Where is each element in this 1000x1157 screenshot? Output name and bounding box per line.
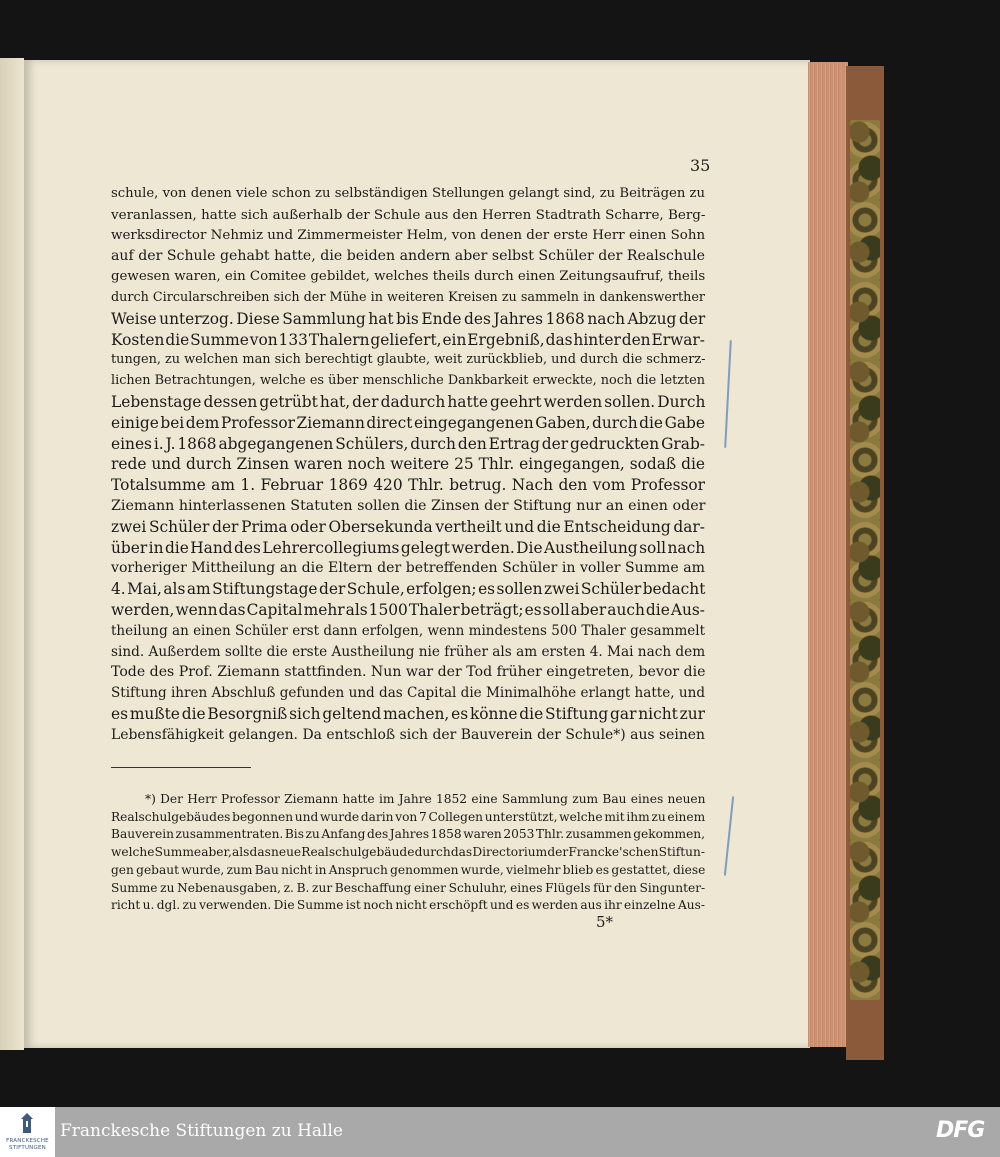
text-line: über in die Hand des Lehrercollegiums gelegt werden. Die Austheilung soll nach	[111, 538, 706, 557]
marbled-cover	[850, 120, 880, 1000]
signature-mark: 5*	[596, 913, 614, 931]
body-text	[111, 184, 705, 746]
text-line: tungen, zu welchen man sich berechtigt glaubte, weit zurückblieb, und durch die schmerz-	[111, 352, 706, 368]
text-line: Ziemann hinterlassenen Statuten sollen die Zinsen der Stiftung nur an einen oder	[111, 497, 706, 514]
text-line: werden, wenn das Capital mehr als 1500 Thaler beträgt; es soll aber auch die Aus-	[111, 600, 705, 619]
text-line: schule, von denen viele schon zu selbständigen Stellungen gelangt sind, zu Beiträgen zu	[111, 186, 705, 201]
text-line: rede und durch Zinsen waren noch weitere 25 Thlr. eingegangen, sodaß die	[111, 455, 705, 474]
text-line: Totalsumme am 1. Februar 1869 420 Thlr. betrug. Nach den vom Professor	[111, 476, 705, 495]
text-line: veranlassen, hatte sich außerhalb der Schule aus den Herren Stadtrath Scharre, Berg-	[111, 206, 706, 223]
text-line: Tode des Prof. Ziemann stattfinden. Nun war der Tod früher eingetreten, bevor die	[111, 664, 706, 681]
page-edges	[808, 62, 848, 1047]
text-line: Kosten die Summe von 133 Thalern geliefert, ein Ergebniß, das hinter den Erwar-	[111, 330, 705, 349]
footnote-line: richt u. dgl. zu verwenden. Die Summe ist noch nicht erschöpft und es werden aus ihr einzelne Aus-	[111, 898, 705, 913]
footnote-line: Realschulgebäudes begonnen und wurde darin von 7 Collegen unterstützt, welche mit ihm zu einem	[111, 809, 706, 824]
text-line: Lebenstage dessen getrübt hat, der dadurch hatte geehrt werden sollen. Durch	[111, 392, 706, 411]
logo-text: FRANCKESCHE STIFTUNGEN	[6, 1138, 49, 1151]
text-line: durch Circularschreiben sich der Mühe in weiteren Kreisen zu sammeln in dankenswerther	[111, 289, 705, 305]
text-line: sind. Außerdem sollte die erste Austheilung nie früher als am ersten 4. Mai nach dem	[111, 643, 706, 660]
logo[interactable]	[0, 1107, 55, 1157]
footnote-line: *) Der Herr Professor Ziemann hatte im Jahre 1852 eine Sammlung zum Bau eines neuen	[145, 792, 706, 806]
text-line: eines i. J. 1868 abgegangenen Schülers, durch den Ertrag der gedruckten Grab-	[111, 434, 705, 453]
text-line: auf der Schule gehabt hatte, die beiden andern aber selbst Schüler der Realschule	[111, 248, 705, 265]
text-line: zwei Schüler der Prima oder Obersekunda vertheilt und die Entscheidung dar-	[111, 517, 705, 536]
text-line: Lebensfähigkeit gelangen. Da entschloß sich der Bauverein der Schule*) aus seinen	[111, 726, 705, 743]
dfg-logo[interactable]: DFG	[936, 1118, 985, 1143]
footnote-line: Bauverein zusammentraten. Bis zu Anfang des Jahres 1858 waren 2053 Thlr. zusammen gekommen,	[111, 827, 705, 842]
left-page-edge	[0, 58, 24, 1050]
text-line: gewesen waren, ein Comitee gebildet, welches theils durch einen Zeitungsaufruf, theils	[111, 269, 706, 285]
text-line: Weise unterzog. Diese Sammlung hat bis Ende des Jahres 1868 nach Abzug der	[111, 309, 706, 328]
text-line: einige bei dem Professor Ziemann direct eingegangenen Gaben, durch die Gabe	[111, 413, 705, 432]
text-line: theilung an einen Schüler erst dann erfolgen, wenn mindestens 500 Thaler gesammelt	[111, 622, 705, 639]
text-line: vorheriger Mittheilung an die Eltern der betreffenden Schüler in voller Summe am	[111, 560, 705, 577]
footnote	[111, 791, 705, 915]
text-line: lichen Betrachtungen, welche es über menschliche Dankbarkeit erweckte, noch die letzten	[111, 373, 705, 389]
text-line: Stiftung ihren Abschluß gefunden und das Capital die Minimalhöhe erlangt hatte, und	[111, 685, 705, 702]
footnote-line: gen gebaut wurde, zum Bau nicht in Anspruch genommen wurde, vielmehr blieb es gestattet, diese	[111, 862, 706, 877]
footnote-line: welche Summe aber, als das neue Realschulgebäude durch das Directorium der Francke'schen Stiftun-	[111, 845, 705, 860]
page-number: 35	[690, 156, 711, 175]
footnote-line: Summe zu Nebenausgaben, z. B. zur Beschaffung einer Schuluhr, eines Flügels für den Singunter-	[111, 880, 706, 895]
franckesche-stiftungen-logo-icon	[17, 1113, 37, 1135]
text-line: werksdirector Nehmiz und Zimmermeister Helm, von denen der erste Herr einen Sohn	[111, 227, 706, 243]
footer-title[interactable]: Franckesche Stiftungen zu Halle	[60, 1121, 343, 1141]
footnote-rule	[111, 767, 251, 768]
text-line: 4. Mai, als am Stiftungstage der Schule, erfolgen; es sollen zwei Schüler bedacht	[111, 580, 706, 599]
text-line: es mußte die Besorgniß sich geltend machen, es könne die Stiftung gar nicht zur	[111, 704, 705, 723]
